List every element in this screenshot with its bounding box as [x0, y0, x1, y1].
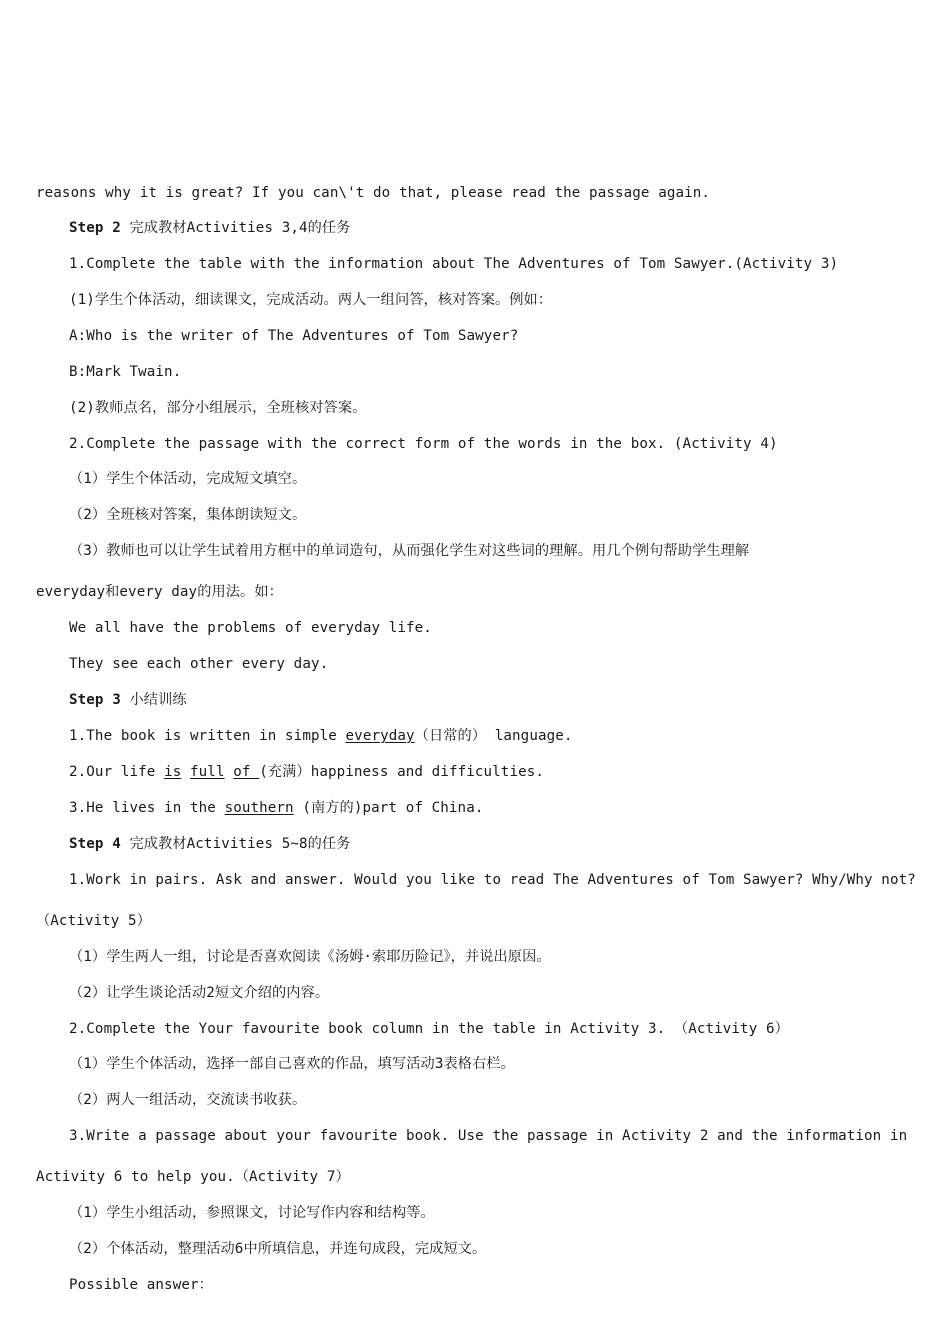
text-line: (2)教师点名，部分小组展示，全班核对答案。 [69, 400, 367, 416]
example-sentence: They see each other every day. [69, 656, 329, 672]
text-line: A:Who is the writer of The Adventures of Tom Sawyer? [69, 328, 519, 344]
step-label: Step 3 [69, 692, 121, 708]
text-line: 1.Work in pairs. Ask and answer. Would you like to read The Adventures of Tom Sawyer? Why/Why not? [69, 872, 916, 888]
exercise-line [69, 798, 483, 818]
text-line: （1）学生两人一组，讨论是否喜欢阅读《汤姆·索耶历险记》，并说出原因。 [69, 949, 551, 965]
text-line: （1）学生个体活动，选择一部自己喜欢的作品，填写活动3表格右栏。 [69, 1056, 515, 1072]
answer-blank: full [190, 764, 225, 780]
step-title: 完成教材Activities 5~8的任务 [120, 836, 351, 852]
text-line: （1）学生个体活动，完成短文填空。 [69, 471, 307, 487]
answer-blank: everyday [345, 728, 415, 744]
exercise-line [69, 762, 544, 782]
exercise-text: 2.Our life [69, 764, 165, 780]
step-label: Step 2 [69, 220, 121, 236]
text-line: B:Mark Twain. [69, 364, 182, 380]
text-line: （2）全班核对答案，集体朗读短文。 [69, 507, 307, 523]
exercise-text: (充满）happiness and difficulties. [259, 764, 545, 780]
step-label: Step 4 [69, 836, 121, 852]
text-line: everyday和every day的用法。如： [36, 584, 283, 600]
exercise-text: (南方的)part of China. [293, 800, 484, 816]
text-line: 3.Write a passage about your favourite book. Use the passage in Activity 2 and the information in [69, 1128, 908, 1144]
text-line: (1)学生个体活动，细读课文，完成活动。两人一组问答，核对答案。例如： [69, 292, 553, 308]
step-2-heading [69, 218, 351, 238]
text-line: 2.Complete the Your favourite book column in the table in Activity 3. （Activity 6） [69, 1021, 789, 1037]
step-4-heading [69, 834, 351, 854]
text-line: reasons why it is great? If you can\'t do that, please read the passage again. [36, 185, 711, 201]
example-sentence: We all have the problems of everyday life. [69, 620, 432, 636]
exercise-text: 1.The book is written in simple [69, 728, 346, 744]
answer-blank: of [233, 764, 260, 780]
step-title: 完成教材Activities 3,4的任务 [120, 220, 351, 236]
text-line: Activity 6 to help you.（Activity 7） [36, 1169, 350, 1185]
text-line: Possible answer： [69, 1277, 213, 1293]
text-line: （3）教师也可以让学生试着用方框中的单词造句，从而强化学生对这些词的理解。用几个例句帮助学生理解 [69, 543, 750, 559]
text-line: （2）让学生谈论活动2短文介绍的内容。 [69, 985, 330, 1001]
text-line: （2）两人一组活动，交流读书收获。 [69, 1092, 307, 1108]
text-line: 2.Complete the passage with the correct form of the words in the box. (Activity 4) [69, 436, 778, 452]
answer-blank: southern [224, 800, 294, 816]
text-line: （2）个体活动，整理活动6中所填信息，并连句成段，完成短文。 [69, 1241, 487, 1257]
exercise-line [69, 726, 573, 746]
text-line: （1）学生小组活动，参照课文，讨论写作内容和结构等。 [69, 1205, 435, 1221]
step-3-heading [69, 690, 187, 710]
step-title: 小结训练 [129, 692, 187, 708]
exercise-text: 3.He lives in the [69, 800, 225, 816]
answer-blank: is [164, 764, 182, 780]
text-line: （Activity 5） [36, 913, 151, 929]
exercise-text: （日常的） language. [414, 728, 573, 744]
text-line: 1.Complete the table with the information about The Adventures of Tom Sawyer.(Activity 3) [69, 256, 839, 272]
